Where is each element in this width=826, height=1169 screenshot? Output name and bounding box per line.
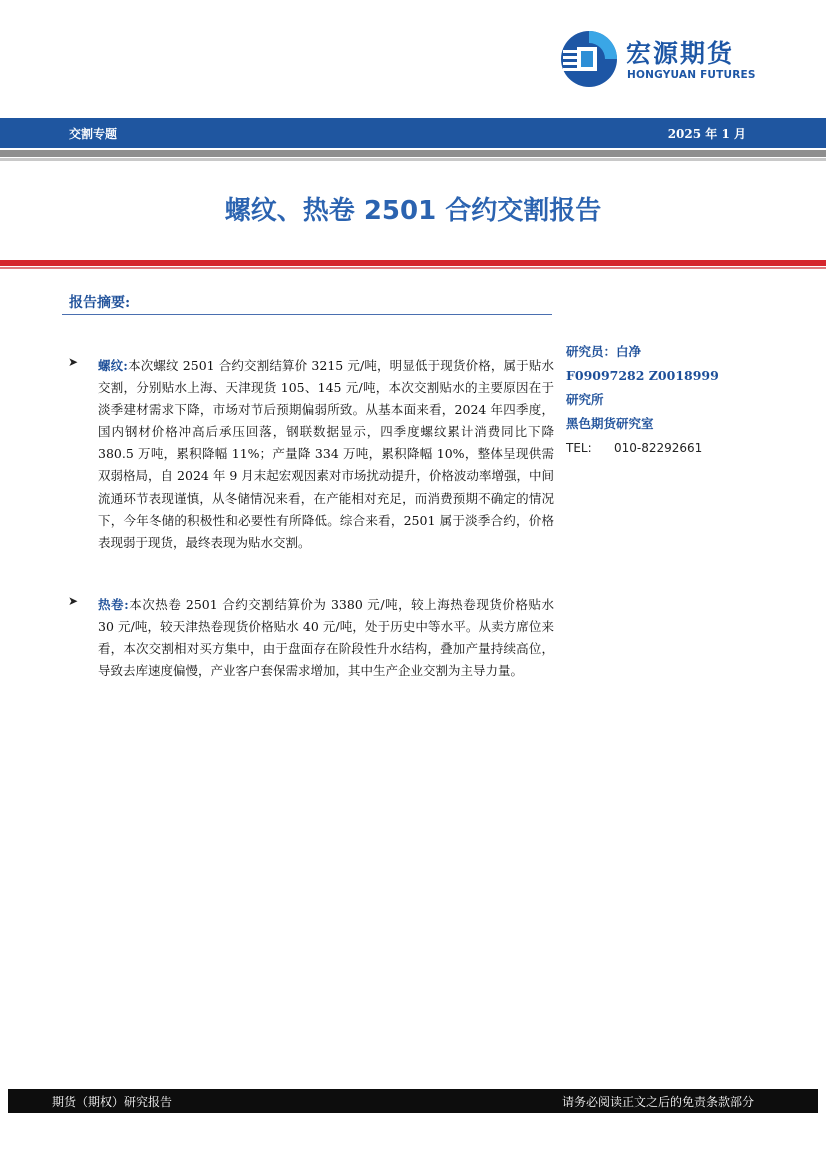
footer-bar (8, 1089, 818, 1113)
summary-heading: 报告摘要: (69, 295, 131, 311)
tel-label: TEL: (566, 441, 592, 455)
logo-chinese-name: 宏源期货 (626, 39, 735, 68)
researcher-info (566, 340, 796, 460)
report-title: 螺纹、热卷 2501 合约交割报告 (224, 196, 602, 226)
bullet-paragraph (98, 594, 554, 682)
telephone (566, 436, 796, 460)
institute-name: 研究所 (566, 392, 604, 407)
bullet-body: 本次螺纹 2501 合约交割结算价 3215 元/吨，明显低于现货价格，属于贴水交割，分别贴水上海、天津现货 105、145 元/吨，本次交割贴水的主要原因在于淡季建材需求下降，市场对节后预期偏弱所致。从基本面来看，2024 年四季度，国内钢材价格冲高后承压回落，钢联数据显示，四季度螺纹累计消费同比下降 380.5 万吨，累积降幅 11%；产量降 334 万吨，累积降幅 10%，整体呈现供需双弱格局，自 2024 年 9 月末起宏观因素对市场扰动提升，价格波动率增强，中间流通环节表现谨慎，从冬储情况来看，在产能相对充足，而消费预期不确定的情况下，今年冬储的积极性和必要性有所降低。综合来看，2501 属于淡季合约，价格表现弱于现货，最终表现为贴水交割。 (98, 358, 554, 550)
tel-value: 010-82292661 (614, 441, 703, 455)
title-divider-thin (0, 267, 826, 269)
arrow-bullet-icon: ➤ (68, 355, 79, 369)
bullet-body: 本次热卷 2501 合约交割结算价为 3380 元/吨，较上海热卷现货价格贴水 30 元/吨，较天津热卷现货价格贴水 40 元/吨，处于历史中等水平。从卖方席位来看，本次交割相对买方集中，由于盘面存在阶段性升水结构，叠加产量持续高位，导致去库速度偏慢，产业客户套保需求增加，其中生产企业交割为主导力量。 (98, 597, 554, 679)
header-band (0, 118, 826, 148)
report-date: 2025 年 1 月 (667, 127, 746, 141)
footer-report-type: 期货（期权）研究报告 (52, 1095, 173, 1109)
department-name: 黑色期货研究室 (566, 416, 654, 431)
company-logo (560, 30, 770, 88)
bullet-lead: 螺纹: (98, 358, 128, 373)
researcher-licenses: F09097282 Z0018999 (566, 368, 719, 383)
researcher-name: 研究员：白净 (566, 344, 642, 359)
header-divider (0, 150, 826, 157)
title-divider (0, 260, 826, 266)
arrow-bullet-icon: ➤ (68, 594, 79, 608)
report-category: 交割专题 (69, 127, 118, 141)
bullet-paragraph (98, 355, 554, 554)
hongyuan-logo-icon (560, 30, 618, 88)
header-divider-thin (0, 158, 826, 161)
logo-english-name: HONGYUAN FUTURES (627, 69, 756, 81)
footer-disclaimer-note: 请务必阅读正文之后的免责条款部分 (561, 1095, 754, 1109)
summary-heading-underline (62, 314, 552, 315)
bullet-lead: 热卷: (98, 597, 129, 612)
